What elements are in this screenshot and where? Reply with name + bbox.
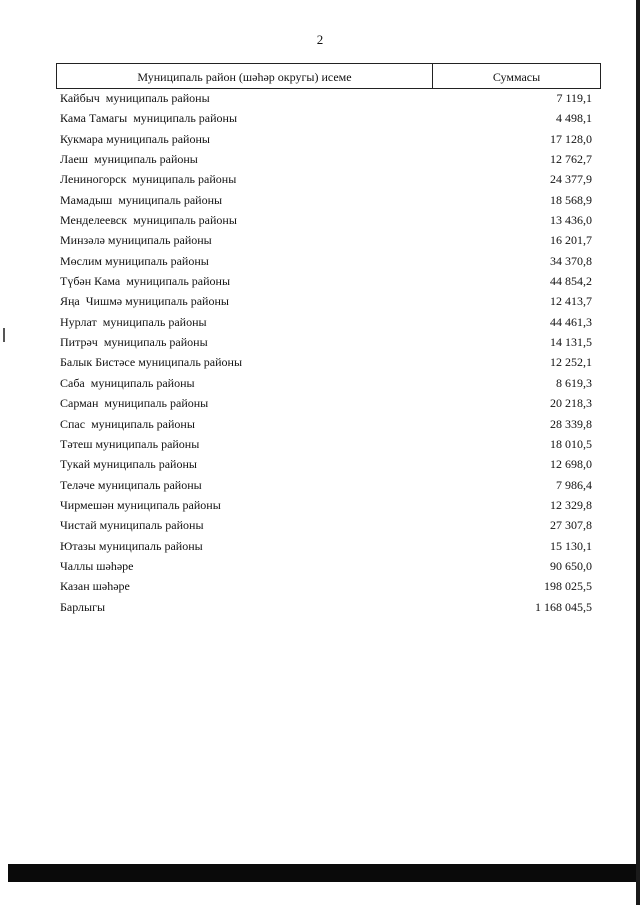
- row-name: Тәтеш муниципаль районы: [60, 436, 200, 451]
- row-name: Барлыгы: [60, 599, 106, 614]
- table-header: [56, 63, 601, 89]
- row-name: Минзәлә муниципаль районы: [60, 233, 212, 248]
- row-sum: 12 762,7: [550, 152, 592, 167]
- table-body: [60, 88, 592, 617]
- row-sum: 15 130,1: [550, 538, 592, 553]
- row-sum: 27 307,8: [550, 518, 592, 533]
- table-row: [60, 129, 592, 149]
- row-name: Саба муниципаль районы: [60, 375, 195, 390]
- row-name: Кукмара муниципаль районы: [60, 131, 210, 146]
- row-name: Кайбыч муниципаль районы: [60, 91, 210, 105]
- row-sum: 90 650,0: [550, 558, 592, 573]
- table-row: [60, 190, 592, 210]
- row-sum: 13 436,0: [550, 213, 592, 228]
- table-row: [60, 210, 592, 230]
- row-sum: 198 025,5: [544, 579, 592, 594]
- row-name: Менделеевск муниципаль районы: [60, 213, 237, 228]
- row-sum: 44 854,2: [550, 274, 592, 289]
- table-row: [60, 454, 592, 474]
- row-name: Казан шәһәре: [60, 579, 130, 594]
- row-sum: 34 370,8: [550, 253, 592, 268]
- table-row: [60, 495, 592, 515]
- row-name: Балык Бистәсе муниципаль районы: [60, 355, 243, 370]
- row-name: Мөслим муниципаль районы: [60, 253, 209, 268]
- row-sum: 1 168 045,5: [535, 599, 592, 614]
- table-row: [60, 108, 592, 128]
- table-row: [60, 576, 592, 596]
- row-sum: 7 986,4: [556, 477, 592, 492]
- table-row: [60, 169, 592, 189]
- row-name: Теләче муниципаль районы: [60, 477, 202, 492]
- row-sum: 24 377,9: [550, 172, 592, 187]
- row-sum: 20 218,3: [550, 396, 592, 411]
- table-row: [60, 434, 592, 454]
- row-name: Нурлат муниципаль районы: [60, 314, 207, 329]
- table-row: [60, 373, 592, 393]
- row-name: Чистай муниципаль районы: [60, 518, 204, 533]
- row-name: Сарман муниципаль районы: [60, 396, 209, 411]
- scan-margin-mark: [3, 328, 5, 342]
- table-row: [60, 251, 592, 271]
- table-row: [60, 536, 592, 556]
- table-row: [60, 515, 592, 535]
- row-name: Тукай муниципаль районы: [60, 457, 197, 472]
- row-sum: 8 619,3: [556, 375, 592, 390]
- table-row: [60, 88, 592, 108]
- scan-bottom-edge: [8, 864, 636, 882]
- row-name: Лаеш муниципаль районы: [60, 152, 198, 167]
- table-row: [60, 149, 592, 169]
- table-row: [60, 556, 592, 576]
- row-name: Мамадыш муниципаль районы: [60, 192, 223, 207]
- row-sum: 28 339,8: [550, 416, 592, 431]
- column-header-name: Муниципаль район (шәһәр округы) исеме: [57, 64, 433, 88]
- scan-right-edge: [636, 0, 640, 905]
- column-header-sum: Суммасы: [492, 69, 541, 84]
- row-sum: 12 252,1: [550, 355, 592, 370]
- row-name: Яңа Чишмә муниципаль районы: [60, 294, 229, 309]
- row-name: Кама Тамагы муниципаль районы: [60, 111, 238, 126]
- row-name: Түбән Кама муниципаль районы: [60, 274, 231, 289]
- row-name: Чирмешән муниципаль районы: [60, 497, 221, 512]
- table-row: [60, 271, 592, 291]
- row-sum: 17 128,0: [550, 131, 592, 146]
- table-row: [60, 312, 592, 332]
- row-sum: 14 131,5: [550, 335, 592, 350]
- row-sum: 12 329,8: [550, 497, 592, 512]
- row-sum: 4 498,1: [556, 111, 592, 126]
- table-row: [60, 475, 592, 495]
- row-name: Питрәч муниципаль районы: [60, 335, 208, 350]
- row-name: Спас муниципаль районы: [60, 416, 195, 431]
- table-row: [60, 291, 592, 311]
- row-sum: 18 568,9: [550, 192, 592, 207]
- row-sum: 44 461,3: [550, 314, 592, 329]
- table-row: [60, 230, 592, 250]
- row-sum: 16 201,7: [550, 233, 592, 248]
- table-row: [60, 352, 592, 372]
- row-sum: 12 413,7: [550, 294, 592, 309]
- row-name: Ютазы муниципаль районы: [60, 538, 203, 553]
- table-row-total: [60, 597, 592, 617]
- table-row: [60, 332, 592, 352]
- table-row: [60, 393, 592, 413]
- row-name: Чаллы шәһәре: [60, 558, 134, 573]
- row-sum: 18 010,5: [550, 436, 592, 451]
- table-row: [60, 414, 592, 434]
- row-sum: 7 119,1: [556, 91, 592, 105]
- row-name: Лениногорск муниципаль районы: [60, 172, 237, 187]
- row-sum: 12 698,0: [550, 457, 592, 472]
- page-number: 2: [316, 32, 324, 47]
